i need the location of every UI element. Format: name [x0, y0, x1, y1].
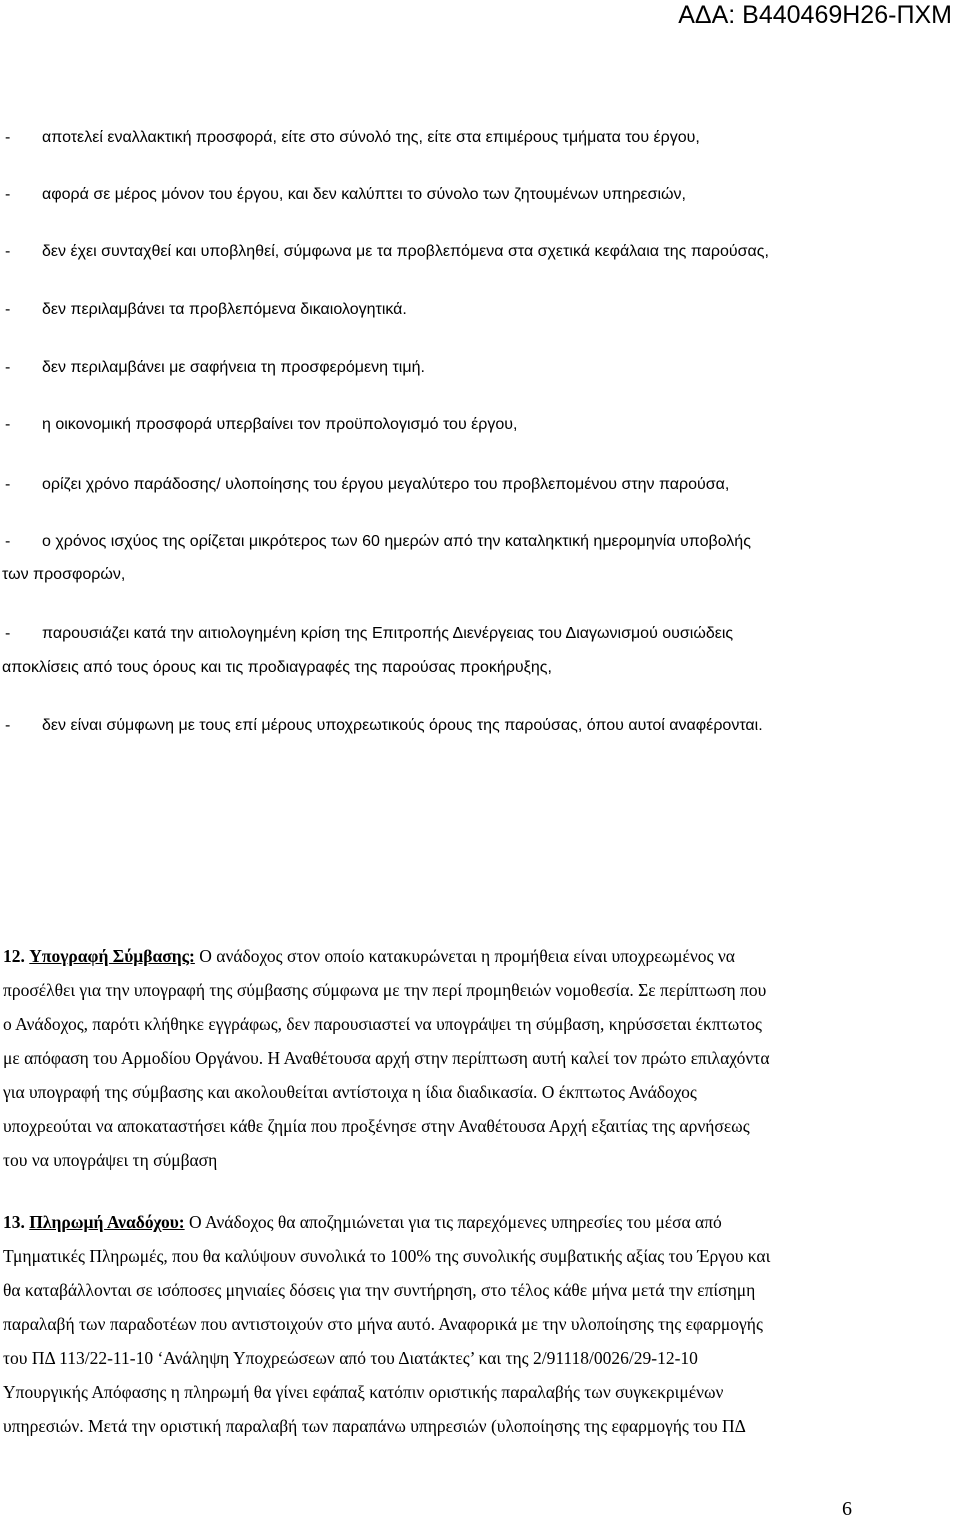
page-number: 6	[842, 1498, 852, 1520]
ada-header: ΑΔΑ: Β440469Η26-ΠΧΜ	[678, 1, 952, 29]
section-line: υποχρεούται να αποκαταστήσει κάθε ζημία που προξένησε στην Αναθέτουσα Αρχή εξαιτίας της αρνήσεως	[3, 1116, 750, 1136]
bullet-dash: -	[5, 476, 11, 493]
bullet-text: ο χρόνος ισχύος της ορίζεται μικρότερος των 60 ημερών από την καταληκτική ημερομηνία υποβολής	[42, 533, 751, 550]
section-12-first-line	[3, 939, 943, 973]
bullet-dash: -	[5, 129, 11, 146]
section-text: Ο Ανάδοχος θα αποζημιώνεται για τις παρεχόμενες υπηρεσίες του μέσα από	[184, 1212, 722, 1232]
section-line: παραλαβή των παραδοτέων που αντιστοιχούν στο μήνα αυτό. Αναφορικά με την υλοποίησης της εφαρμογής	[3, 1314, 763, 1334]
bullet-dash: -	[5, 243, 11, 260]
section-12	[3, 939, 943, 1177]
bullet-dash: -	[5, 717, 11, 734]
section-line: με απόφαση του Αρμοδίου Οργάνου. Η Αναθέτουσα αρχή στην περίπτωση αυτή καλεί τον πρώτο επιλαχόντα	[3, 1048, 770, 1068]
bullet-text: η οικονομική προσφορά υπερβαίνει τον προϋπολογισμό του έργου,	[42, 416, 518, 433]
section-text: Ο ανάδοχος στον οποίο κατακυρώνεται η προμήθεια είναι υποχρεωμένος να	[194, 946, 735, 966]
bullet-dash: -	[5, 533, 11, 550]
section-line: προσέλθει για την υπογραφή της σύμβασης σύμφωνα με την περί προμηθειών νομοθεσία. Σε περίπτωση που	[3, 980, 767, 1000]
bullet-dash: -	[5, 359, 11, 376]
bullet-dash: -	[5, 625, 11, 642]
section-line: Τμηματικές Πληρωμές, που θα καλύψουν συνολικά το 100% της συνολικής συμβατικής αξίας του Έργου και	[3, 1246, 771, 1266]
bullet-text: αποτελεί εναλλακτική προσφορά, είτε στο σύνολό της, είτε στα επιμέρους τμήματα του έργου,	[42, 129, 700, 146]
bullet-dash: -	[5, 301, 11, 318]
section-13	[3, 1205, 943, 1443]
section-number: 13.	[3, 1212, 25, 1232]
bullet-continuation: των προσφορών,	[2, 566, 126, 583]
bullet-text: ορίζει χρόνο παράδοσης/ υλοποίησης του έργου μεγαλύτερο του προβλεπομένου στην παρούσα,	[42, 476, 730, 493]
bullet-text: δεν περιλαμβάνει τα προβλεπόμενα δικαιολογητικά.	[42, 301, 407, 318]
bullet-text: παρουσιάζει κατά την αιτιολογημένη κρίση της Επιτροπής Διενέργειας του Διαγωνισμού ουσιώδεις	[42, 625, 734, 642]
bullet-text: δεν έχει συνταχθεί και υποβληθεί, σύμφωνα με τα προβλεπόμενα στα σχετικά κεφάλαια της παρούσας,	[42, 243, 769, 260]
section-line: υπηρεσιών. Μετά την οριστική παραλαβή των παραπάνω υπηρεσιών (υλοποίησης της εφαρμογής του ΠΔ	[3, 1416, 746, 1436]
bullet-text: δεν περιλαμβάνει με σαφήνεια τη προσφερόμενη τιμή.	[42, 359, 425, 376]
section-line: του να υπογράψει τη σύμβαση	[3, 1150, 218, 1170]
bullet-dash: -	[5, 416, 11, 433]
bullet-continuation: αποκλίσεις από τους όρους και τις προδιαγραφές της παρούσας προκήρυξης,	[2, 659, 552, 676]
section-line: για υπογραφή της σύμβασης και ακολουθείται αντίστοιχα η ίδια διαδικασία. Ο έκπτωτος Ανάδοχος	[3, 1082, 697, 1102]
section-number: 12.	[3, 946, 25, 966]
section-line: του ΠΔ 113/22-11-10 ‘Ανάληψη Υποχρεώσεων από του Διατάκτες’ και της 2/91118/0026/29-12-10	[3, 1348, 698, 1368]
bullet-text: αφορά σε μέρος μόνον του έργου, και δεν καλύπτει το σύνολο των ζητουμένων υπηρεσιών,	[42, 186, 686, 203]
section-line: Υπουργικής Απόφασης η πληρωμή θα γίνει εφάπαξ κατόπιν οριστικής παραλαβής των συγκεκριμένων	[3, 1382, 724, 1402]
section-heading: Πληρωμή Αναδόχου:	[29, 1212, 185, 1232]
section-heading: Υπογραφή Σύμβασης:	[29, 946, 195, 966]
section-line: θα καταβάλλονται σε ισόποσες μηνιαίες δόσεις για την συντήρηση, στο τέλος κάθε μήνα μετά την επίσημη	[3, 1280, 756, 1300]
section-13-first-line	[3, 1205, 943, 1239]
bullet-text: δεν είναι σύμφωνη με τους επί μέρους υποχρεωτικούς όρους της παρούσας, όπου αυτοί αναφέρονται.	[42, 717, 763, 734]
section-line: ο Ανάδοχος, παρότι κλήθηκε εγγράφως, δεν παρουσιαστεί να υπογράψει τη σύμβαση, κηρύσσεται έκπτωτος	[3, 1014, 762, 1034]
bullet-dash: -	[5, 186, 11, 203]
